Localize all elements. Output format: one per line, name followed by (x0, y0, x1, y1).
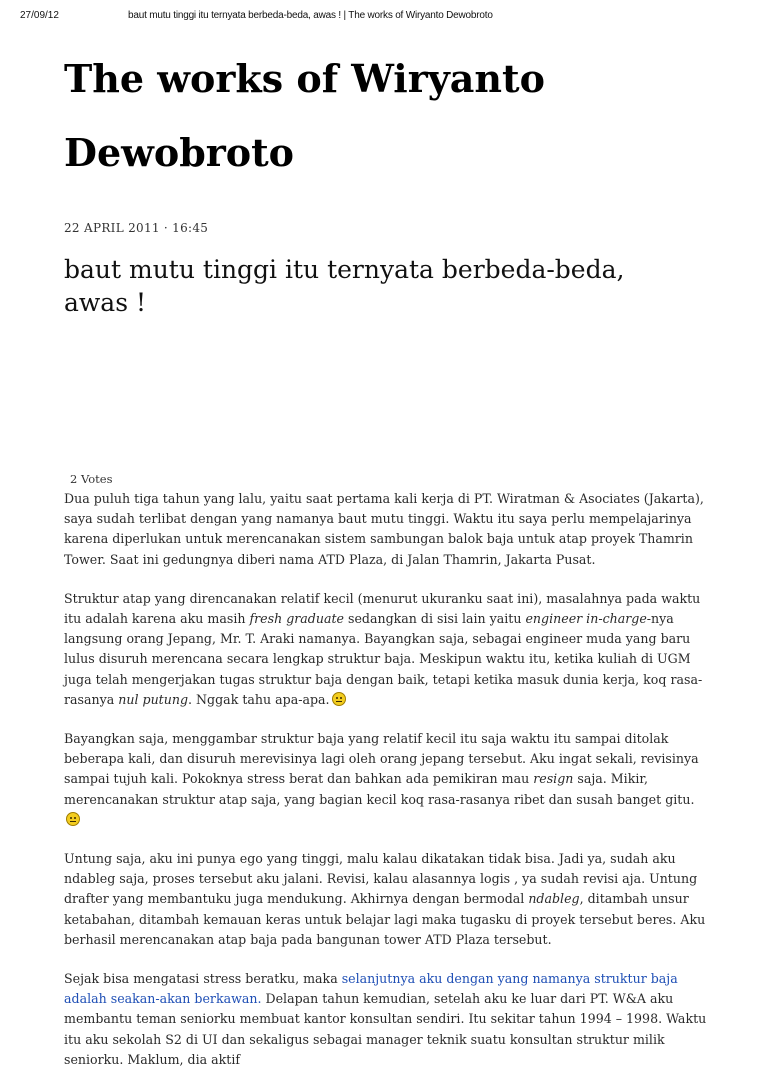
text: saja. Mikir, merencanakan struktur atap saja, yang bagian kecil koq rasa-rasanya ribet dan susah banget gitu. (64, 771, 695, 807)
paragraph-3 (64, 729, 710, 830)
confused-smiley-icon (66, 812, 80, 826)
inline-link[interactable]: selanjutnya aku dengan yang namanya struktur baja adalah seakan-akan berkawan. (64, 971, 678, 1007)
emphasis: engineer in-charge (525, 611, 647, 627)
emphasis: fresh graduate (249, 611, 344, 627)
print-date: 27/09/12 (20, 10, 59, 21)
paragraph-2 (64, 589, 710, 710)
text: Untung saja, aku ini punya ego yang tinggi, malu kalau dikatakan tidak bisa. Jadi ya, sudah aku ndableg saja, proses tersebut aku jalani. Revisi, kalau alasannya logis , ya sudah revisi aja. Untung drafter yang membantuku juga mendukung. Akhirnya dengan bermodal (64, 851, 698, 907)
post-content (64, 489, 710, 1089)
text: Sejak bisa mengatasi stress beratku, maka (64, 971, 342, 987)
site-title[interactable]: The works of Wiryanto Dewobroto (64, 56, 545, 175)
paragraph-1: Dua puluh tiga tahun yang lalu, yaitu saat pertama kali kerja di PT. Wiratman & Asociates (Jakarta), saya sudah terlibat dengan yang namanya baut mutu tinggi. Waktu itu saya perlu mempelajarinya karena diperlukan untuk merencanakan sistem sambungan balok baja untuk atap proyek Thamrin Tower. Saat ini gedungnya diberi nama ATD Plaza, di Jalan Thamrin, Jakarta Pusat. (64, 491, 704, 567)
paragraph-5 (64, 969, 710, 1070)
post-title[interactable]: baut mutu tinggi itu ternyata berbeda-beda, awas ! (64, 255, 625, 317)
post-date: 22 APRIL 2011 · 16:45 (64, 221, 209, 235)
paragraph-4 (64, 849, 710, 950)
print-page-title: baut mutu tinggi itu ternyata berbeda-beda, awas ! | The works of Wiryanto Dewobroto (128, 10, 493, 21)
emphasis: ndableg (528, 891, 580, 907)
text: Delapan tahun kemudian, setelah aku ke luar dari PT. W&A aku membantu teman seniorku membuat kantor konsultan sendiri. Itu sekitar tahun 1994 – 1998. Waktu itu aku sekolah S2 di UI dan sekaligus sebagai manager teknik suatu konsultan struktur milik seniorku. Maklum, dia aktif (64, 991, 707, 1067)
text: . Nggak tahu apa-apa. (188, 691, 330, 707)
emphasis: nul putung (118, 691, 189, 707)
text: , ditambah unsur ketabahan, ditambah kemauan keras untuk belajar lagi maka tugasku di proyek tersebut beres. Aku berhasil merencanakan atap baja pada bangunan tower ATD Plaza tersebut. (64, 891, 706, 947)
text: sedangkan di sisi lain yaitu (343, 611, 526, 627)
text: Struktur atap yang direncanakan relatif kecil (menurut ukuranku saat ini), masalahnya pada waktu itu adalah karena aku masih (64, 590, 701, 627)
text: -nya langsung orang Jepang, Mr. T. Araki namanya. Bayangkan saja, sebagai engineer muda yang baru lulus disuruh merencana secara lengkap struktur baja. Meskipun waktu itu, ketika kuliah di UGM juga telah mengerjakan tugas struktur baja dengan baik, tetapi ketika masuk dunia kerja, koq rasa-rasanya (64, 611, 703, 707)
confused-smiley-icon (332, 692, 346, 706)
votes-count: 2 Votes (70, 472, 113, 486)
text: Bayangkan saja, menggambar struktur baja yang relatif kecil itu saja waktu itu sampai ditolak beberapa kali, dan disuruh merevisinya lagi oleh orang jepang tersebut. Aku ingat sekali, revisinya sampai tujuh kali. Pokoknya stress berat dan bahkan ada pemikiran mau (64, 731, 699, 787)
emphasis: resign (533, 771, 574, 787)
